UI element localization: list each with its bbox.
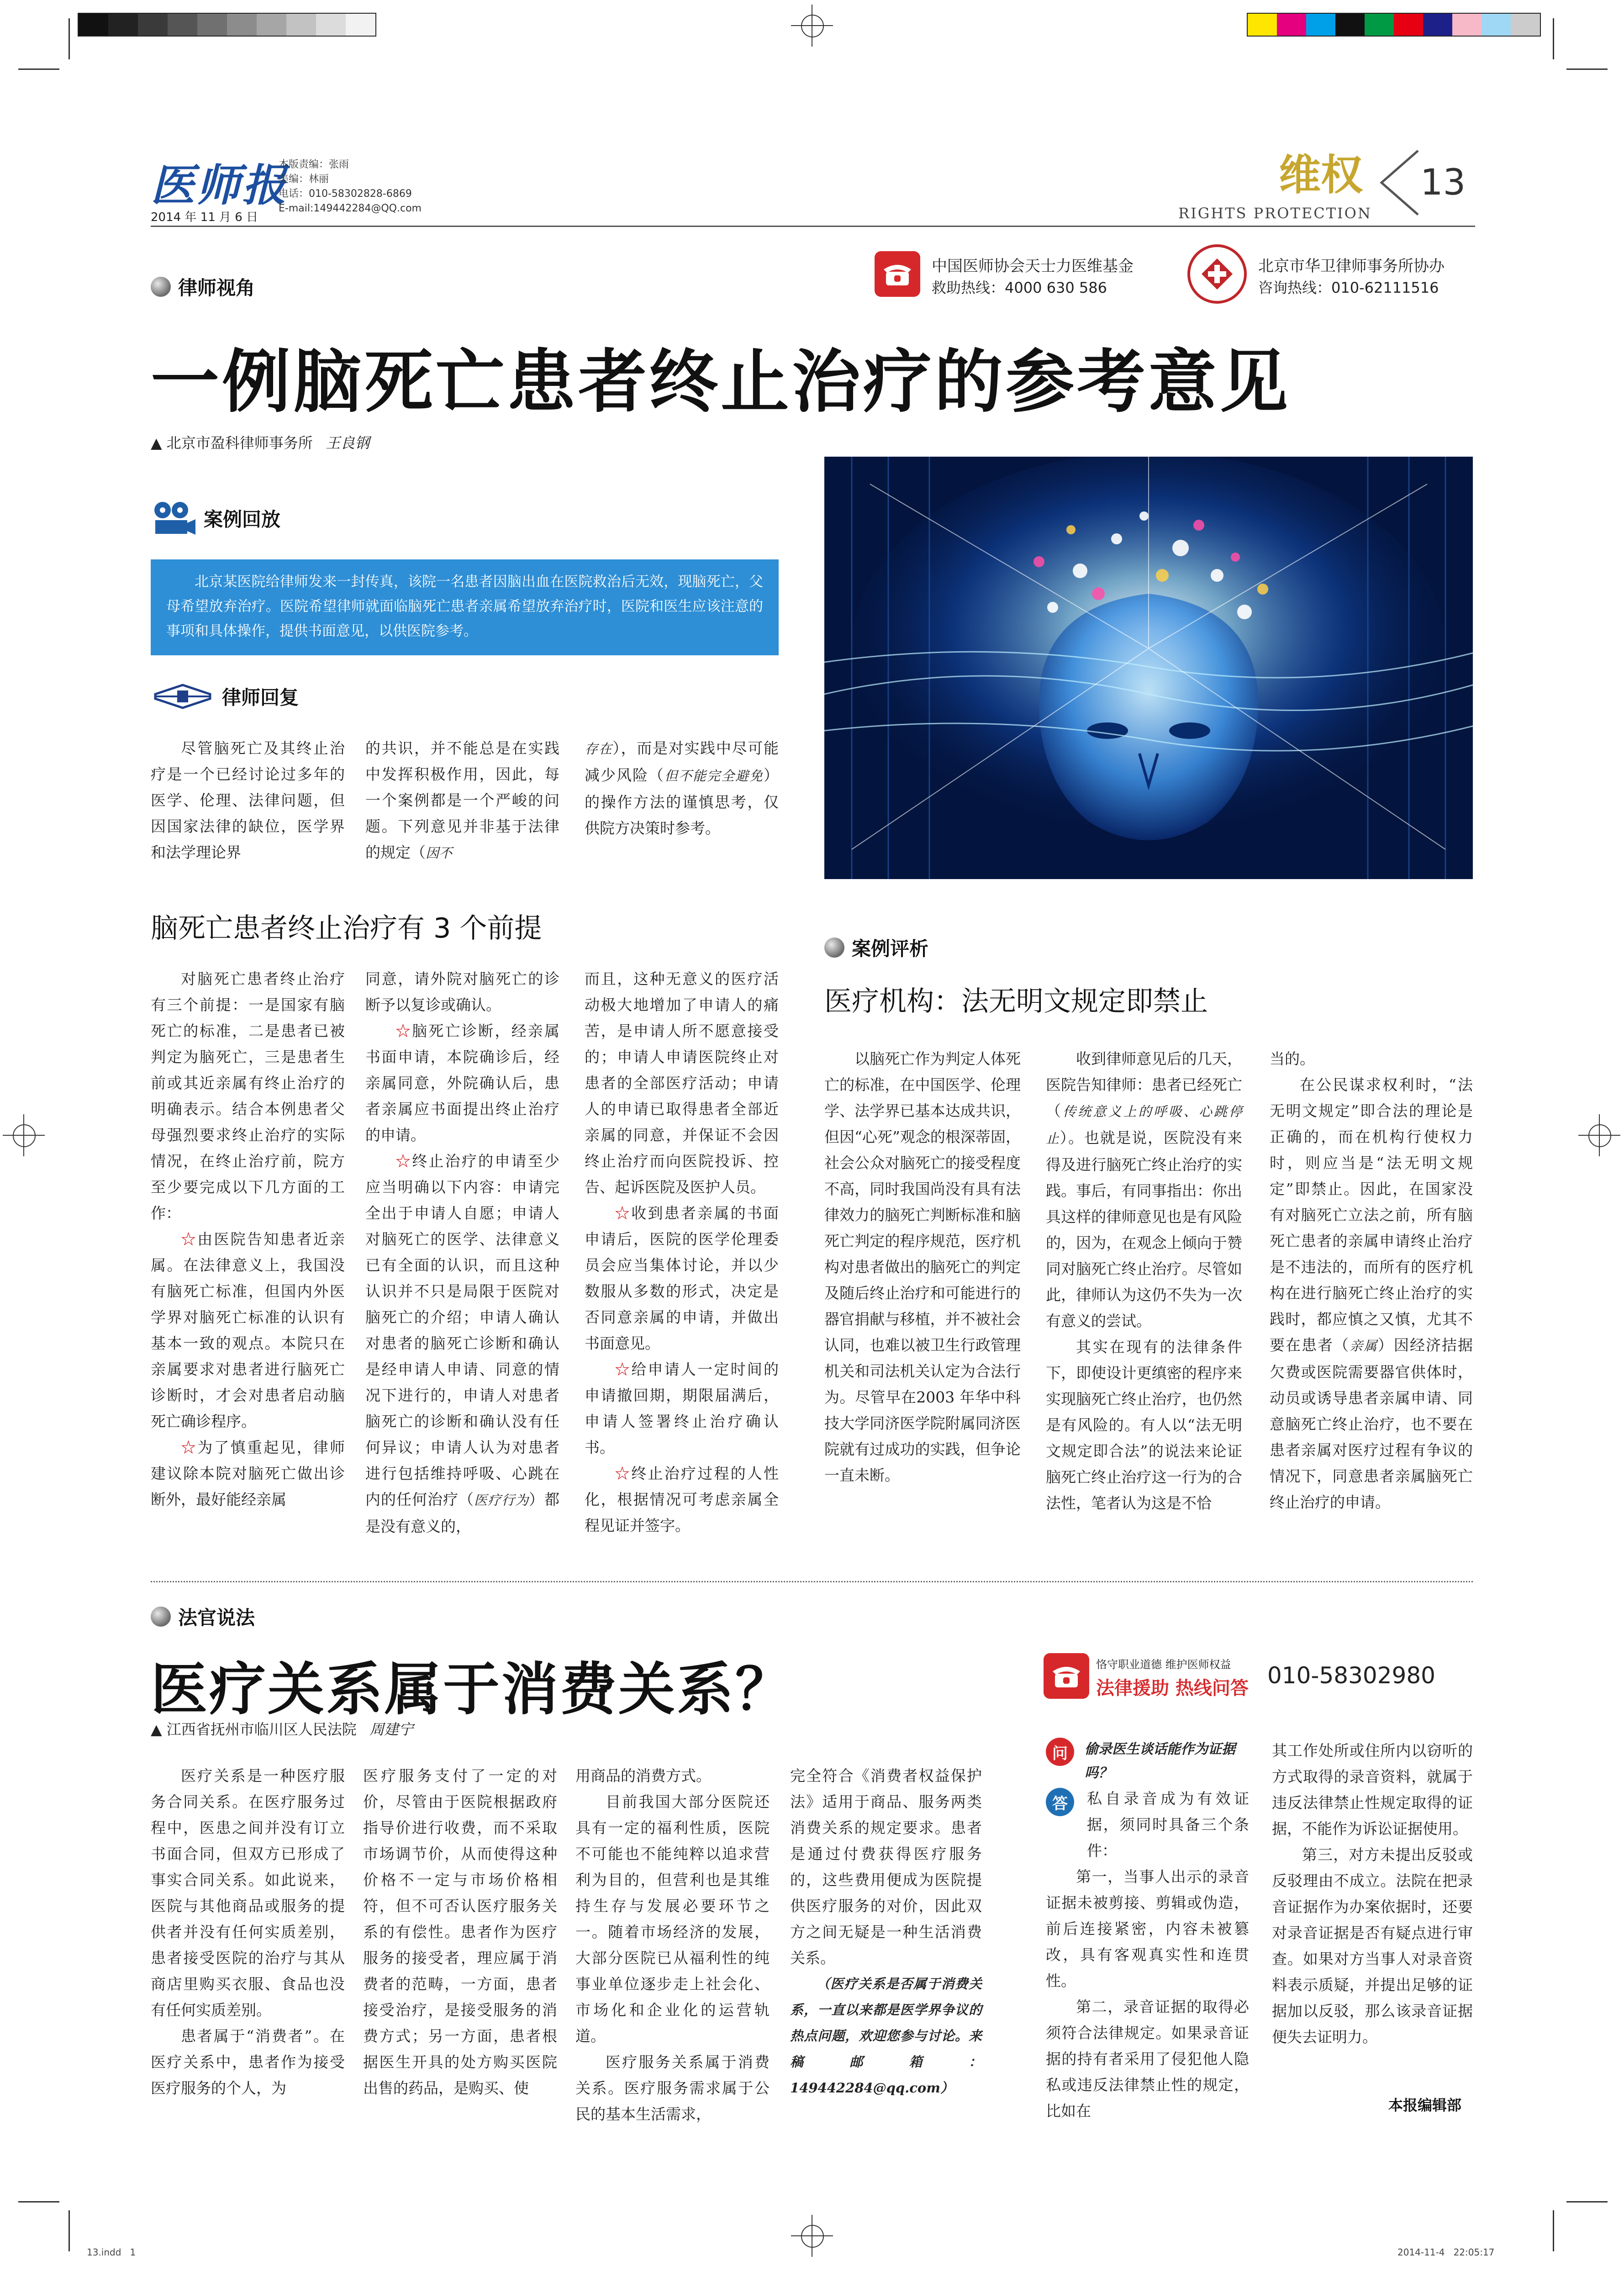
body-column-3	[585, 966, 779, 1539]
judge-column-3	[575, 1763, 770, 2127]
phone-credit: 电话：010-58302828-6869	[279, 188, 412, 200]
lawyer-reply-badge: 律师回复	[151, 680, 299, 712]
judge-headline: 医疗关系属于消费关系？	[151, 1656, 794, 1723]
section-divider	[151, 1581, 1473, 1582]
legal-aid-phone-icon	[1044, 1653, 1089, 1699]
case-summary-box	[151, 559, 779, 655]
email-credit: E-mail:149442284@QQ.com	[279, 203, 422, 214]
body-paragraph: 医疗服务关系属于消费关系。医疗服务需求属于公民的基本生活需求，	[575, 2053, 770, 2123]
hotline-phone-icon	[875, 251, 920, 297]
inline-note: 传统意义上的呼吸、心跳停止	[1046, 1104, 1242, 1146]
body-paragraph: ）。也就是说，医院没有来得及进行脑死亡终止治疗的实践。事后，有同事指出：你出具这样的律师意见也是有风险的，因为，在观念上倾向于赞同对脑死亡终止治疗。尽管如此，律师认为这仍不失为一次有意义的尝试。	[1046, 1129, 1242, 1330]
registration-mark-right	[1578, 1114, 1620, 1156]
reply-paragraph: ），而是对实践中尽可能减少风险（	[585, 739, 779, 784]
analysis-column-1	[824, 1046, 1021, 1488]
crop-mark	[1566, 68, 1608, 70]
reply-column-2	[365, 735, 559, 866]
body-paragraph: 第一，当事人出示的录音证据未被剪接、剪辑或伪造，前后连接紧密，内容未被篡改，具有客观真实性和连贯性。	[1046, 1868, 1249, 1990]
brain-illustration	[824, 457, 1473, 879]
judge-byline: ▲ 江西省抚州市临川区人民法院 周建宁	[151, 1721, 413, 1738]
star-bullet-icon: ☆	[181, 1438, 198, 1456]
section-dot-icon	[151, 1607, 171, 1627]
color-swatch	[1365, 14, 1394, 36]
body-paragraph: 其工作处所或住所内以窃听的方式取得的录音资料，就属于违反法律禁止性规定取得的证据，不能作为诉讼证据使用。	[1272, 1742, 1473, 1838]
star-bullet-icon: ☆	[615, 1204, 632, 1222]
case-summary-text: 北京某医院给律师发来一封传真，该院一名患者因脑出血在医院救治后无效，现脑死亡，父母希望放弃治疗。医院希望律师就面临脑死亡患者亲属希望放弃治疗时，医院和医生应该注意的事项和具体操作，提供书面意见，以供医院参考。	[166, 574, 763, 639]
judge-column-4	[790, 1763, 982, 2101]
body-paragraph: 由医院告知患者近亲属。在法律意义上，我国没有脑死亡标准，但国内外医学界对脑死亡标准的认识有基本一致的观点。本院只在亲属要求对患者进行脑死亡诊断时，才会对患者启动脑死亡确诊程序。	[151, 1230, 345, 1430]
body-paragraph: 第三，对方未提出反驳或反驳理由不成立。法院在把录音证据作为办案依据时，还要对录音证据是否有疑点进行审查。如果对方当事人对录音资料表示质疑，并提出足够的证据加以反驳，那么该录音证据便失去证明力。	[1272, 1846, 1473, 2046]
body-paragraph: 医疗服务支付了一定的对价，尽管由于医院根据政府指导价进行收费，而不采取市场调节价，从而使得这种价格不一定与市场价格相符，但不可否认医疗服务关系的有偿性。患者作为医疗服务的接受者，理应属于消费者的范畴，一方面，患者接受治疗，是接受服务的消费方式；另一方面，患者根据医生开具的处方购买医院出售的药品，是购买、使	[363, 1767, 557, 2097]
legal-question: 偷录医生谈话能作为证据吗？	[1085, 1741, 1235, 1781]
editorial-signature: 本报编辑部	[1388, 2097, 1462, 2114]
star-bullet-icon: ☆	[615, 1360, 632, 1378]
body-paragraph: 目前我国大部分医院还具有一定的福利性质，医院不可能也不能纯粹以追求营利为目的，但营利也是其维持生存与发展必要环节之一。随着市场经济的发展，大部分医院已从福利性的纯事业单位逐步走上社会化、市场化和企业化的运营轨道。	[575, 1793, 770, 2045]
judge-column-1	[151, 1763, 345, 2101]
star-bullet-icon: ☆	[395, 1022, 412, 1040]
body-paragraph: 用商品的消费方式。	[575, 1767, 711, 1785]
law-firm-seal-icon	[1187, 244, 1247, 304]
color-swatch	[1511, 14, 1540, 36]
crop-mark	[1566, 2201, 1608, 2203]
section-chevron	[1368, 146, 1423, 219]
body-paragraph: 第二，录音证据的取得必须符合法律规定。如果录音证据的持有者采用了侵犯他人隐私或违反法律禁止性的规定，比如在	[1046, 1998, 1249, 2120]
newspaper-logo: 医师报	[151, 159, 288, 211]
inline-note: 医疗行为	[474, 1492, 529, 1508]
crop-mark	[69, 18, 70, 59]
inline-note: 但不能完全避免	[664, 768, 764, 784]
designer-credit: 美编：林丽	[279, 174, 329, 185]
body-paragraph: 医疗关系是一种医疗服务合同关系。在医疗服务过程中，医患之间并没有订立书面合同，但双方已形成了事实合同关系。如此说来，医院与其他商品或服务的提供者并没有任何实质差别，患者接受医院的治疗与其从商店里购买衣服、食品也没有任何实质差别。	[151, 1767, 345, 2019]
question-icon: 问	[1046, 1738, 1074, 1766]
footer-file-name: 13.indd 1	[87, 2247, 136, 2258]
masthead-rule	[151, 226, 1475, 227]
judge-view-badge: 法官说法	[151, 1603, 255, 1630]
legal-aid-title: 法律援助 热线问答	[1096, 1678, 1249, 1699]
article-byline: ▲ 北京市盈科律师事务所 王良钢	[151, 434, 369, 452]
inline-note: 存在	[585, 741, 613, 757]
judge-column-2	[363, 1763, 557, 2101]
editor-note: （医疗关系是否属于消费关系，一直以来都是医学界争议的热点问题，欢迎您参与讨论。来稿邮箱：149442284@qq.com）	[790, 1976, 982, 2096]
subheading-prerequisites: 脑死亡患者终止治疗有 3 个前提	[151, 912, 542, 944]
reply-paragraph: 尽管脑死亡及其终止治疗是一个已经讨论过多年的医学、伦理、法律问题，但因国家法律的缺位，医学界和法学理论界	[151, 739, 345, 861]
body-paragraph: 私自录音成为有效证据，须同时具备三个条件：	[1087, 1790, 1249, 1860]
registration-bar-left	[78, 13, 376, 37]
star-bullet-icon: ☆	[615, 1465, 632, 1482]
body-paragraph: 同意，请外院对脑死亡的诊断予以复诊或确认。	[365, 970, 559, 1014]
crop-mark	[18, 68, 59, 70]
editor-credit: 本版责编：张雨	[279, 159, 349, 170]
body-paragraph: 当的。	[1270, 1050, 1315, 1068]
article-headline: 一例脑死亡患者终止治疗的参考意见	[151, 342, 1291, 422]
color-swatch	[1248, 14, 1277, 36]
reply-paragraph: ）的操作方法的谨慎思考，仅供院方决策时参考。	[585, 766, 779, 837]
body-paragraph: 收到律师意见后的几天，医院告知律师：患者已经死亡（	[1046, 1050, 1242, 1120]
registration-mark-bottom	[791, 2215, 833, 2257]
body-paragraph: 脑死亡诊断，经亲属书面申请，本院确诊后，经亲属同意，外院确认后，患者亲属应书面提出终止治疗的申请。	[365, 1022, 560, 1144]
section-subtitle: RIGHTS PROTECTION	[1178, 205, 1372, 222]
body-paragraph: 而且，这种无意义的医疗活动极大地增加了申请人的痛苦，是申请人所不愿意接受的；申请人申请医院终止对患者的全部医疗活动；申请人的申请已取得患者全部近亲属的同意，并保证不会因终止治疗而向医院投诉、控告、起诉医院及医护人员。	[585, 970, 779, 1196]
inline-note: 因不	[426, 845, 453, 861]
hotline2-org: 北京市华卫律师事务所协办	[1258, 257, 1445, 275]
color-swatch	[1306, 14, 1335, 36]
analysis-column-3	[1270, 1046, 1473, 1515]
analysis-column-2	[1046, 1046, 1242, 1516]
color-swatch	[1277, 14, 1306, 36]
registration-mark-top	[791, 5, 833, 47]
case-analysis-badge: 案例评析	[824, 934, 928, 961]
star-bullet-icon: ☆	[395, 1152, 412, 1170]
body-paragraph: 终止治疗的申请至少应当明确以下内容：申请完全出于申请人自愿；申请人对脑死亡的医学、法律意义已有全面的认识，而且这种认识并不只是局限于医院对脑死亡的介绍；申请人确认对患者的脑死亡诊断和确认是经申请人申请、同意的情况下进行的，申请人对患者脑死亡的诊断和确认没有任何异议；申请人认为对患者进行包括维持呼吸、心跳在内的任何治疗（	[365, 1152, 560, 1508]
section-title: 维权	[1279, 151, 1363, 200]
analysis-subheading: 医疗机构：法无明文规定即禁止	[824, 985, 1208, 1017]
hotline1-line: 救助热线：4000 630 586	[932, 279, 1107, 296]
hotline1-org: 中国医师协会天士力医维基金	[932, 257, 1134, 275]
masthead-credits	[279, 158, 422, 216]
crop-mark	[18, 2201, 59, 2203]
body-paragraph: 为了慎重起见，律师建议除本院对脑死亡做出诊断外，最好能经亲属	[151, 1438, 345, 1508]
body-paragraph: 完全符合《消费者权益保护法》适用于商品、服务两类消费关系的规定要求。患者是通过付费获得医疗服务的，这些费用便成为医院提供医疗服务的对价，因此双方之间无疑是一种生活消费关系。	[790, 1767, 982, 1967]
wing-emblem-icon	[151, 680, 215, 712]
body-paragraph: 患者属于“消费者”。在医疗关系中，患者作为接受医疗服务的个人，为	[151, 2027, 345, 2097]
footer-timestamp: 2014-11-4 22:05:17	[1397, 2247, 1495, 2258]
body-paragraph: 收到患者亲属的书面申请后，医院的医学伦理委员会应当集体讨论，并以少数服从多数的形式，决定是否同意亲属的申请，并做出书面意见。	[585, 1204, 779, 1352]
reply-paragraph: 的共识，并不能总是在实践中发挥积极作用，因此，每一个案例都是一个严峻的问题。下列意见并非基于法律的规定（	[365, 739, 559, 861]
body-paragraph: ）都是没有意义的，	[365, 1491, 559, 1535]
body-paragraph: 给申请人一定时间的申请撤回期，期限届满后，申请人签署终止治疗确认书。	[585, 1360, 779, 1456]
inline-note: 亲属	[1350, 1338, 1378, 1354]
masthead-date: 2014 年 11 月 6 日	[151, 211, 258, 224]
color-swatch	[1394, 14, 1423, 36]
color-swatch	[1335, 14, 1365, 36]
body-paragraph: ）因经济拮据欠费或医院需要器官供体时，动员或诱导患者亲属申请、同意脑死亡终止治疗，也不要在患者亲属对医疗过程有争议的情况下，同意患者亲属脑死亡终止治疗的申请。	[1270, 1336, 1473, 1511]
body-column-1	[151, 966, 345, 1512]
color-swatch	[1423, 14, 1452, 36]
crop-mark	[1553, 18, 1554, 59]
reply-column-3	[585, 735, 779, 841]
body-paragraph: 以脑死亡作为判定人体死亡的标准，在中国医学、伦理学、法学界已基本达成共识，但因“心死”观念的根深蒂固，社会公众对脑死亡的接受程度不高，同时我国尚没有具有法律效力的脑死亡判断标准和脑死亡判定的程序规范，医疗机构对患者做出的脑死亡的判定及随后终止治疗和可能进行的器官捐献与移植，并不被社会认同，也难以被卫生行政管理机关和司法机关认定为合法行为。尽管早在2003 年华中科技大学同济医学院附属同济医院就有过成功的实践，但争论一直未断。	[824, 1050, 1021, 1484]
hotline2-line: 咨询热线：010-62111516	[1258, 279, 1439, 296]
section-dot-icon	[151, 277, 171, 297]
body-paragraph: 终止治疗过程的人性化，根据情况可考虑亲属全程见证并签字。	[585, 1465, 779, 1534]
body-column-2	[365, 966, 559, 1539]
film-projector-icon	[151, 500, 196, 537]
color-bar-right	[1247, 13, 1541, 37]
answer-icon: 答	[1046, 1788, 1074, 1816]
answer-column-2	[1272, 1738, 1473, 2050]
legal-aid-slogan: 恪守职业道德 维护医师权益	[1096, 1658, 1231, 1671]
page-number: 13	[1420, 162, 1466, 203]
body-paragraph: 其实在现有的法律条件下，即使设计更缜密的程序来实现脑死亡终止治疗，也仍然是有风险的。有人以“法无明文规定即合法”的说法来论证脑死亡终止治疗这一行为的合法性，笔者认为这是不恰	[1046, 1338, 1242, 1512]
section-dot-icon	[824, 938, 844, 958]
reply-column-1	[151, 735, 345, 865]
legal-aid-phone: 010-58302980	[1267, 1662, 1435, 1689]
registration-mark-left	[3, 1114, 45, 1156]
body-paragraph: 在公民谋求权利时，“法无明文规定”即合法的理论是正确的，而在机构行使权力时，则应当是“法无明文规定”即禁止。因此，在国家没有对脑死亡立法之前，所有脑死亡患者的亲属申请终止治疗是不违法的，而所有的医疗机构在进行脑死亡终止治疗的实践时，都应慎之又慎，尤其不要在患者（	[1270, 1076, 1473, 1354]
color-swatch	[1452, 14, 1482, 36]
lawyer-view-badge: 律师视角	[151, 273, 255, 300]
answer-column-1	[1046, 1786, 1249, 2124]
color-swatch	[1482, 14, 1511, 36]
case-review-badge: 案例回放	[151, 500, 280, 537]
star-bullet-icon: ☆	[181, 1230, 198, 1248]
body-paragraph: 对脑死亡患者终止治疗有三个前提：一是国家有脑死亡的标准，二是患者已被判定为脑死亡，三是患者生前或其近亲属有终止治疗的明确表示。结合本例患者父母强烈要求终止治疗的实际情况，在终止治疗前，院方至少要完成以下几方面的工作：	[151, 970, 345, 1222]
crop-mark	[69, 2210, 70, 2251]
crop-mark	[1553, 2210, 1554, 2251]
